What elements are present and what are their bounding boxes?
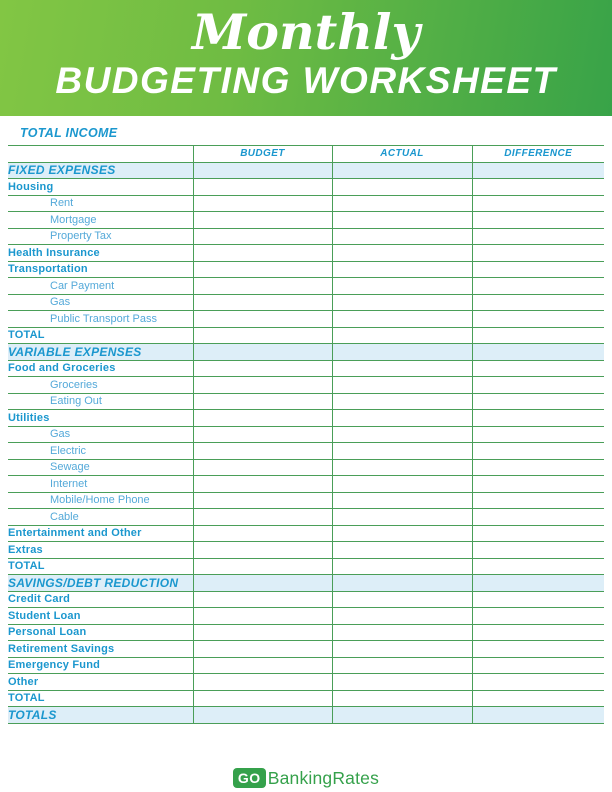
row-label: TOTAL [8,327,193,344]
budget-cell [193,393,332,410]
row-label: Retirement Savings [8,641,193,658]
actual-cell [332,195,472,212]
actual-cell [332,162,472,179]
budget-cell [193,476,332,493]
actual-cell [332,212,472,229]
row-label: Electric [8,443,193,460]
actual-cell [332,245,472,262]
budget-cell [193,674,332,691]
difference-cell [472,443,604,460]
header-banner [0,0,612,116]
table-row [8,360,604,377]
row-label: Utilities [8,410,193,427]
actual-cell [332,327,472,344]
budget-cell [193,509,332,526]
budget-cell [193,360,332,377]
difference-cell [472,476,604,493]
budget-cell [193,426,332,443]
table-row [8,608,604,625]
budget-cell [193,624,332,641]
table-row [8,459,604,476]
difference-cell [472,525,604,542]
row-label: Credit Card [8,591,193,608]
table-row [8,624,604,641]
difference-cell [472,162,604,179]
difference-cell [472,558,604,575]
actual-cell [332,459,472,476]
difference-cell [472,393,604,410]
actual-column-header: ACTUAL [332,146,472,163]
table-row [8,179,604,196]
row-label: Personal Loan [8,624,193,641]
table-row [8,591,604,608]
row-label: Public Transport Pass [8,311,193,328]
table-row [8,294,604,311]
row-label: FIXED EXPENSES [8,162,193,179]
actual-cell [332,476,472,493]
budget-cell [193,525,332,542]
actual-cell [332,228,472,245]
table-row [8,261,604,278]
difference-cell [472,591,604,608]
actual-cell [332,674,472,691]
row-label: Student Loan [8,608,193,625]
row-label: Extras [8,542,193,559]
actual-cell [332,443,472,460]
actual-cell [332,294,472,311]
row-label: Gas [8,426,193,443]
difference-column-header: DIFFERENCE [472,146,604,163]
budget-cell [193,575,332,592]
difference-cell [472,492,604,509]
difference-cell [472,641,604,658]
budget-cell [193,195,332,212]
row-label: Property Tax [8,228,193,245]
row-label: TOTAL [8,690,193,707]
budget-cell [193,261,332,278]
budget-cell [193,558,332,575]
table-row [8,657,604,674]
budget-cell [193,327,332,344]
total-income-row [8,116,604,145]
table-row [8,212,604,229]
label-column-header [8,146,193,163]
difference-cell [472,212,604,229]
table-row [8,476,604,493]
actual-cell [332,377,472,394]
table-row [8,327,604,344]
budget-cell [193,492,332,509]
actual-cell [332,344,472,361]
table-row [8,509,604,526]
table-row [8,674,604,691]
table-row [8,311,604,328]
row-label: Gas [8,294,193,311]
budget-cell [193,608,332,625]
actual-cell [332,657,472,674]
difference-cell [472,245,604,262]
table-row [8,393,604,410]
budget-cell [193,410,332,427]
row-label: Transportation [8,261,193,278]
budget-cell [193,294,332,311]
difference-cell [472,707,604,724]
budget-cell [193,377,332,394]
budget-cell [193,542,332,559]
actual-cell [332,311,472,328]
difference-cell [472,278,604,295]
difference-cell [472,360,604,377]
difference-cell [472,179,604,196]
table-row [8,195,604,212]
actual-cell [332,278,472,295]
row-label: Food and Groceries [8,360,193,377]
gobankingrates-logo-text: BankingRates [267,767,380,788]
difference-cell [472,344,604,361]
row-label: Sewage [8,459,193,476]
actual-cell [332,360,472,377]
row-label: Mortgage [8,212,193,229]
table-row [8,525,604,542]
difference-cell [472,195,604,212]
row-label: Health Insurance [8,245,193,262]
budget-table [8,145,604,724]
budget-cell [193,162,332,179]
table-row [8,162,604,179]
budget-cell [193,278,332,295]
difference-cell [472,690,604,707]
row-label: Mobile/Home Phone [8,492,193,509]
table-row [8,542,604,559]
row-label: VARIABLE EXPENSES [8,344,193,361]
title-main: BUDGETING WORKSHEET [55,59,557,101]
difference-cell [472,327,604,344]
table-row [8,228,604,245]
budget-cell [193,212,332,229]
row-label: Cable [8,509,193,526]
table-row [8,707,604,724]
budget-cell [193,245,332,262]
difference-cell [472,624,604,641]
difference-cell [472,294,604,311]
budget-cell [193,707,332,724]
actual-cell [332,261,472,278]
budget-cell [193,311,332,328]
budget-cell [193,459,332,476]
table-row [8,558,604,575]
footer-logo [0,764,612,792]
table-row [8,278,604,295]
actual-cell [332,558,472,575]
table-row [8,344,604,361]
table-row [8,690,604,707]
budget-cell [193,591,332,608]
actual-cell [332,591,472,608]
table-row [8,575,604,592]
difference-cell [472,426,604,443]
budget-cell [193,179,332,196]
budget-cell [193,690,332,707]
column-header-row [8,146,604,163]
actual-cell [332,410,472,427]
actual-cell [332,426,472,443]
row-label: Other [8,674,193,691]
total-income-label: TOTAL INCOME [20,126,118,140]
difference-cell [472,261,604,278]
row-label: SAVINGS/DEBT REDUCTION [8,575,193,592]
difference-cell [472,542,604,559]
budget-cell [193,641,332,658]
row-label: Car Payment [8,278,193,295]
table-row [8,377,604,394]
row-label: Housing [8,179,193,196]
difference-cell [472,459,604,476]
actual-cell [332,179,472,196]
actual-cell [332,393,472,410]
budget-cell [193,344,332,361]
table-row [8,492,604,509]
difference-cell [472,575,604,592]
actual-cell [332,492,472,509]
difference-cell [472,674,604,691]
actual-cell [332,509,472,526]
row-label: TOTAL [8,558,193,575]
table-row [8,410,604,427]
actual-cell [332,707,472,724]
table-row [8,443,604,460]
actual-cell [332,690,472,707]
actual-cell [332,608,472,625]
title-script: Monthly [192,3,420,61]
row-label: Rent [8,195,193,212]
difference-cell [472,657,604,674]
gobankingrates-logo-badge: GO [233,768,266,788]
row-label: Groceries [8,377,193,394]
table-row [8,641,604,658]
budget-cell [193,657,332,674]
actual-cell [332,542,472,559]
difference-cell [472,311,604,328]
actual-cell [332,575,472,592]
difference-cell [472,228,604,245]
row-label: Internet [8,476,193,493]
actual-cell [332,641,472,658]
difference-cell [472,608,604,625]
row-label: Eating Out [8,393,193,410]
difference-cell [472,410,604,427]
table-row [8,245,604,262]
row-label: TOTALS [8,707,193,724]
table-row [8,426,604,443]
budget-cell [193,228,332,245]
actual-cell [332,624,472,641]
budget-cell [193,443,332,460]
difference-cell [472,377,604,394]
difference-cell [472,509,604,526]
row-label: Emergency Fund [8,657,193,674]
row-label: Entertainment and Other [8,525,193,542]
budget-column-header: BUDGET [193,146,332,163]
actual-cell [332,525,472,542]
